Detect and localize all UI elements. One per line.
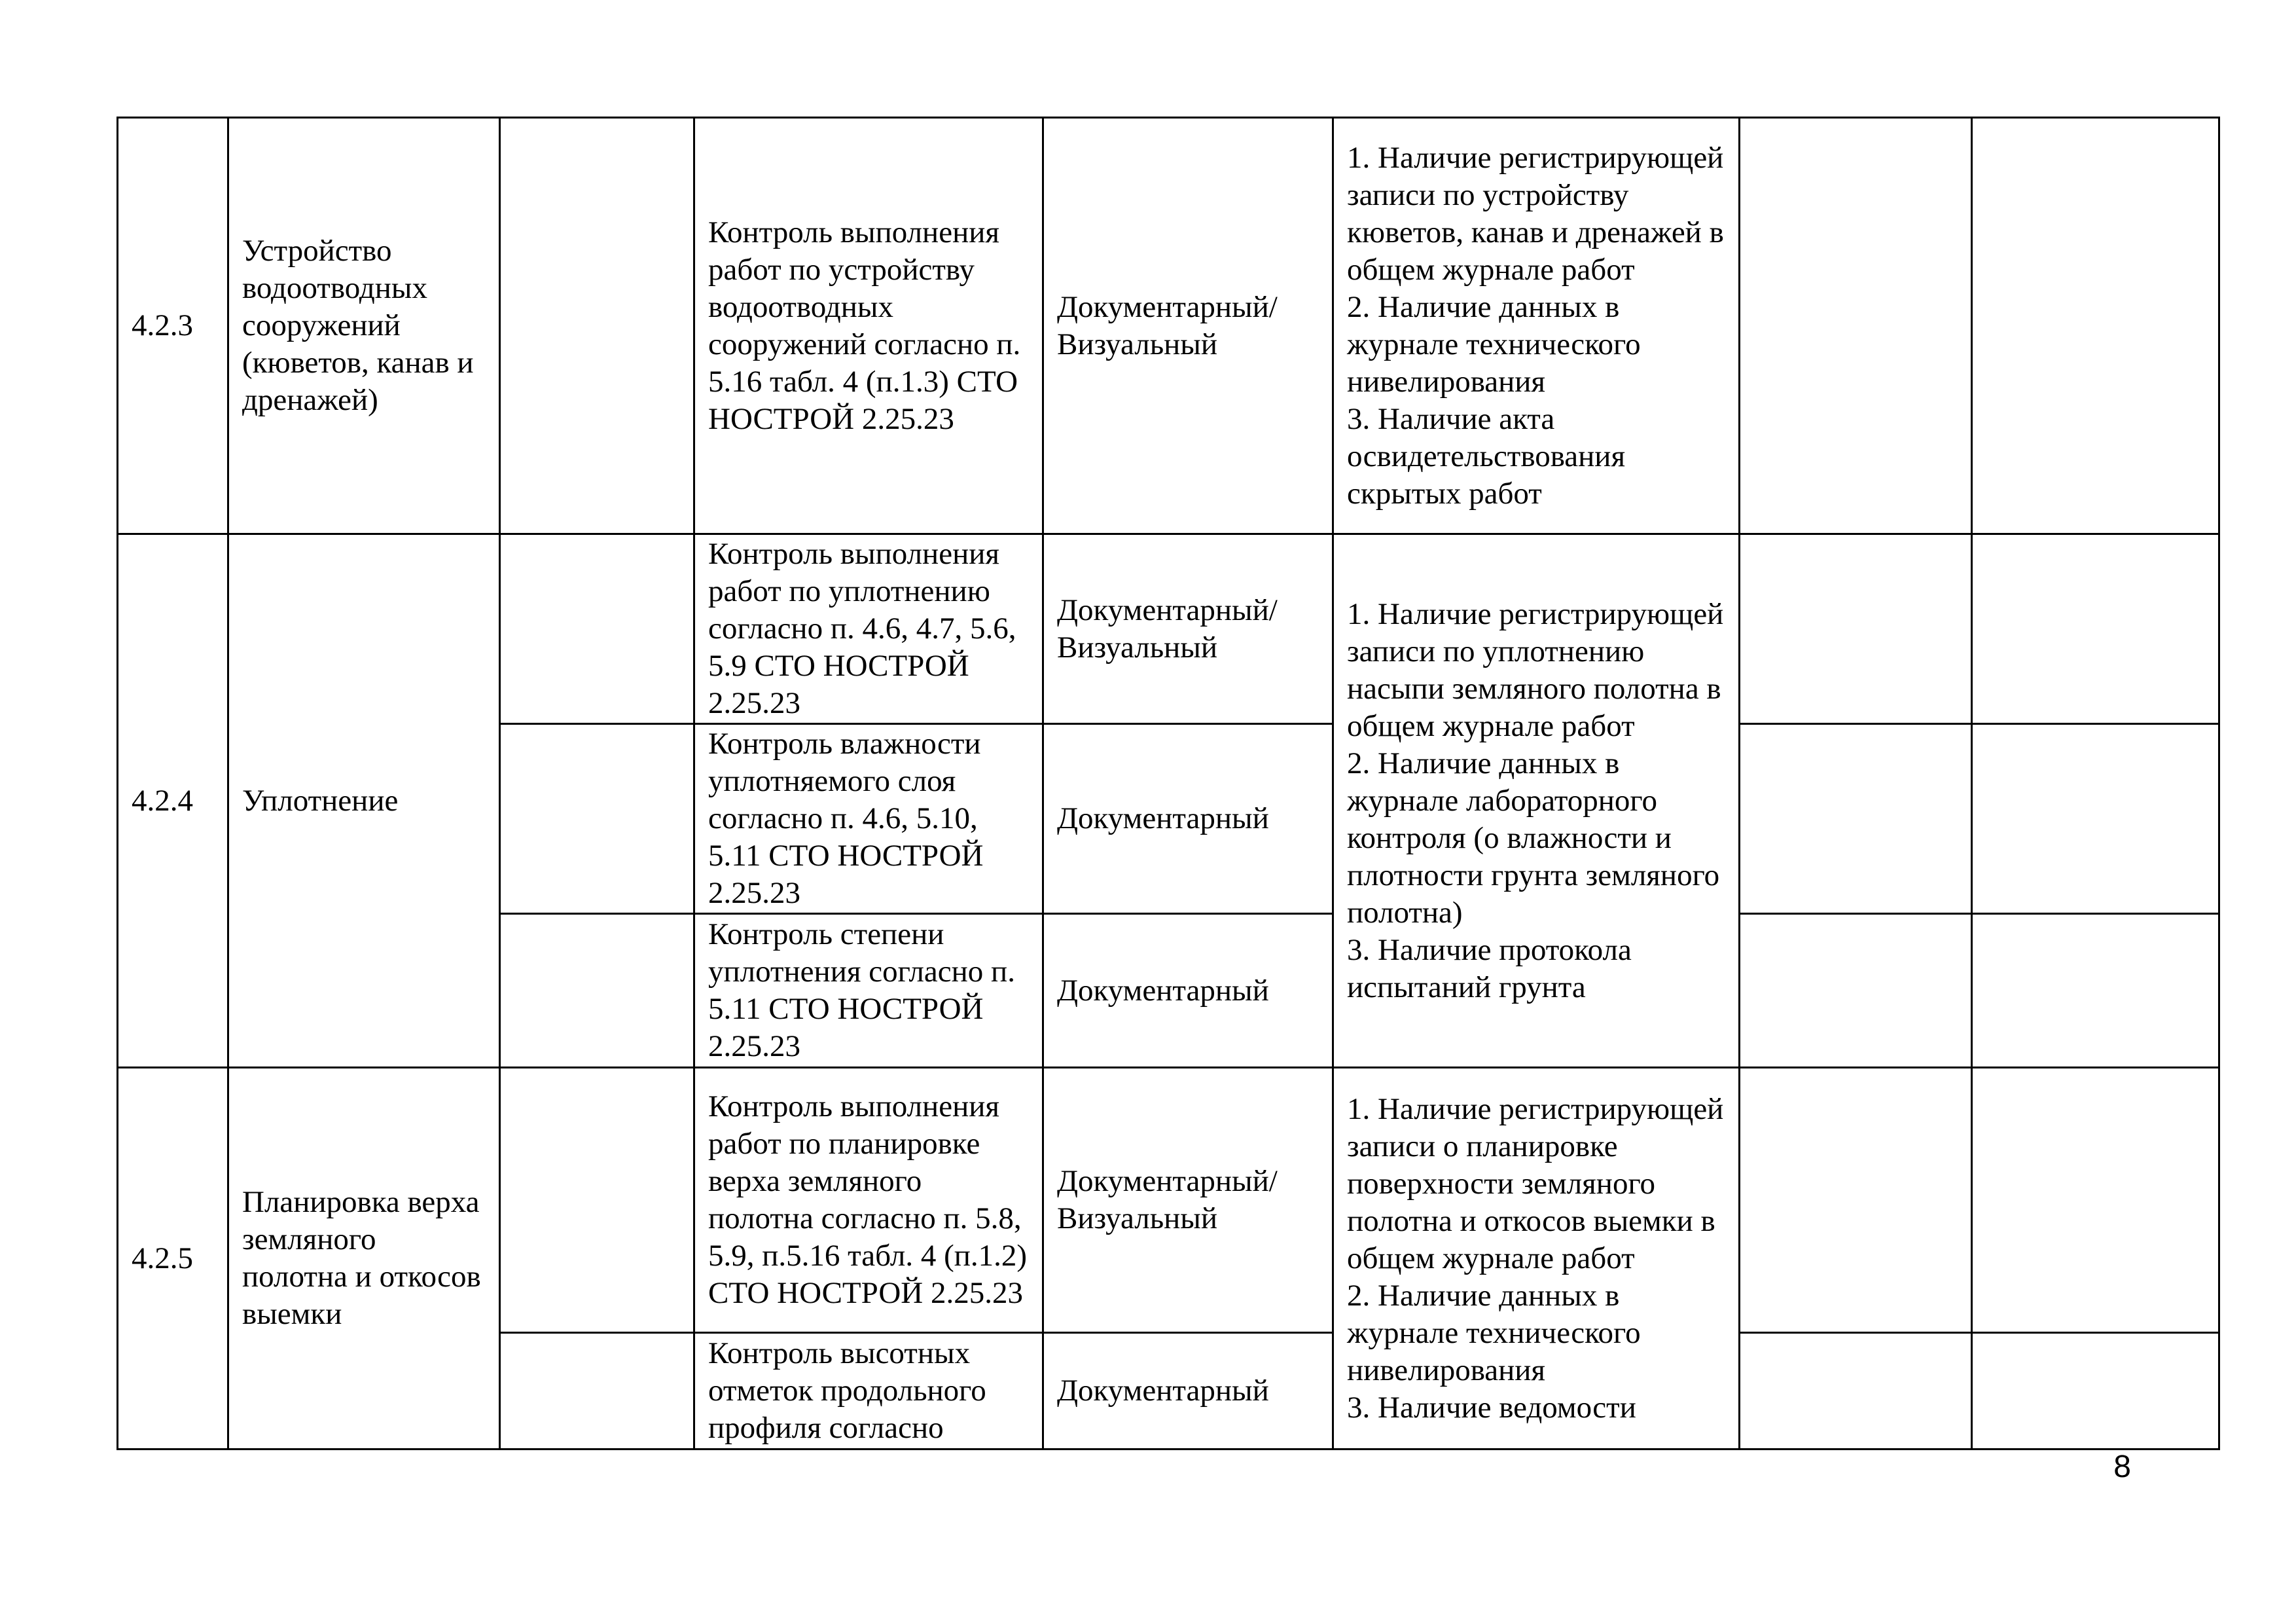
control-description: Контроль влажности уплотняемого слоя согласно п. 4.6, 5.10, 5.11 СТО НОСТРОЙ 2.25.23 xyxy=(694,724,1043,914)
table-row-4-2-5 xyxy=(118,1068,2219,1333)
control-description: Контроль выполнения работ по устройству водоотводных сооружений согласно п. 5.16 табл. 4 (п.1.3) СТО НОСТРОЙ 2.25.23 xyxy=(694,118,1043,534)
control-description: Контроль степени уплотнения согласно п. 5.11 СТО НОСТРОЙ 2.25.23 xyxy=(694,914,1043,1068)
empty-cell xyxy=(1972,118,2219,534)
empty-cell xyxy=(1740,118,1972,534)
empty-cell xyxy=(500,1333,694,1450)
control-method: Документарный xyxy=(1043,914,1333,1068)
control-method: Документарный/ Визуальный xyxy=(1043,1068,1333,1333)
control-description: Контроль выполнения работ по планировке верха земляного полотна согласно п. 5.8, 5.9, п.5.16 табл. 4 (п.1.2) СТО НОСТРОЙ 2.25.23 xyxy=(694,1068,1043,1333)
item-number: 4.2.4 xyxy=(118,534,228,1068)
empty-cell xyxy=(500,1068,694,1333)
item-number: 4.2.3 xyxy=(118,118,228,534)
control-table xyxy=(117,117,2220,1450)
control-method: Документарный/ Визуальный xyxy=(1043,534,1333,724)
control-method: Документарный xyxy=(1043,724,1333,914)
empty-cell xyxy=(500,914,694,1068)
empty-cell xyxy=(1972,1068,2219,1333)
table-row-4-2-3 xyxy=(118,118,2219,534)
work-name: Устройство водоотводных сооружений (кюветов, канав и дренажей) xyxy=(228,118,500,534)
empty-cell xyxy=(1972,724,2219,914)
work-name: Уплотнение xyxy=(228,534,500,1068)
empty-cell xyxy=(1740,534,1972,724)
requirements: 1. Наличие регистрирующей записи по уплотнению насыпи земляного полотна в общем журнале работ 2. Наличие данных в журнале лабораторного контроля (о влажности и плотности грунта земляного полотна) 3. Наличие протокола испытаний грунта xyxy=(1333,534,1740,1068)
control-description: Контроль выполнения работ по уплотнению согласно п. 4.6, 4.7, 5.6, 5.9 СТО НОСТРОЙ 2.25.23 xyxy=(694,534,1043,724)
empty-cell xyxy=(1972,914,2219,1068)
empty-cell xyxy=(500,534,694,724)
empty-cell xyxy=(1740,1068,1972,1333)
empty-cell xyxy=(1972,1333,2219,1450)
control-description: Контроль высотных отметок продольного профиля согласно xyxy=(694,1333,1043,1450)
requirements: 1. Наличие регистрирующей записи о планировке поверхности земляного полотна и откосов выемки в общем журнале работ 2. Наличие данных в журнале технического нивелирования 3. Наличие ведомости xyxy=(1333,1068,1740,1450)
requirements: 1. Наличие регистрирующей записи по устройству кюветов, канав и дренажей в общем журнале работ 2. Наличие данных в журнале технического нивелирования 3. Наличие акта освидетельствования скрытых работ xyxy=(1333,118,1740,534)
control-method: Документарный/ Визуальный xyxy=(1043,118,1333,534)
work-name: Планировка верха земляного полотна и откосов выемки xyxy=(228,1068,500,1450)
page-number: 8 xyxy=(2113,1450,2131,1484)
empty-cell xyxy=(500,724,694,914)
item-number: 4.2.5 xyxy=(118,1068,228,1450)
control-method: Документарный xyxy=(1043,1333,1333,1450)
table-row-4-2-4 xyxy=(118,534,2219,724)
empty-cell xyxy=(500,118,694,534)
empty-cell xyxy=(1740,724,1972,914)
empty-cell xyxy=(1972,534,2219,724)
empty-cell xyxy=(1740,914,1972,1068)
empty-cell xyxy=(1740,1333,1972,1450)
